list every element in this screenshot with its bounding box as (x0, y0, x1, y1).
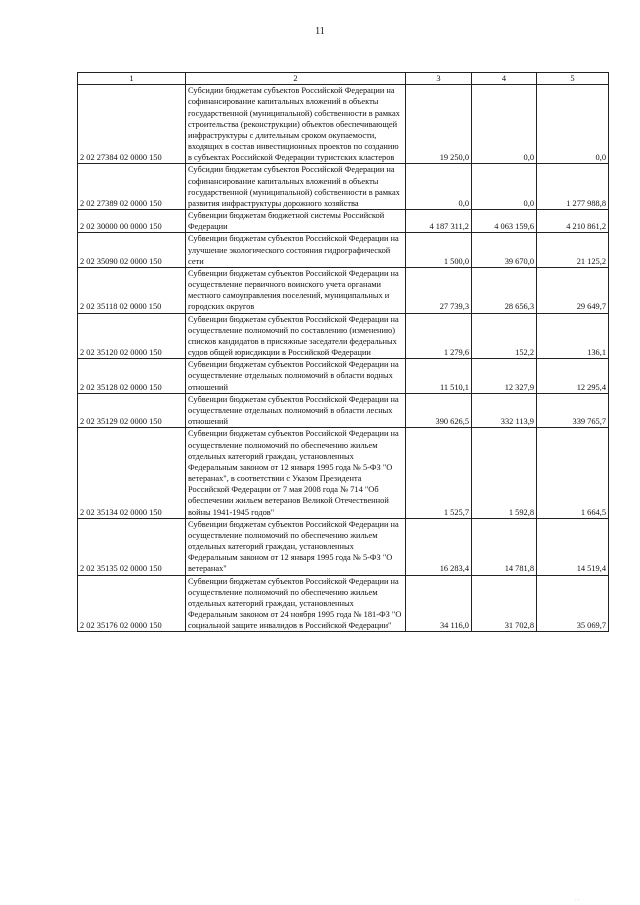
amount-col3-cell: 11 510,1 (406, 359, 472, 394)
description-cell: Субвенции бюджетам субъектов Российской Федерации на улучшение экологического состояния гидрографической сети (186, 233, 406, 268)
table-row (78, 393, 609, 428)
budget-code-cell: 2 02 35176 02 0000 150 (78, 575, 186, 632)
amount-col4-cell: 0,0 (472, 164, 537, 210)
amount-col4-cell: 1 592,8 (472, 428, 537, 518)
description-cell: Субсидии бюджетам субъектов Российской Федерации на софинансирование капитальных вложений в объекты государственной (муниципальной) собственности в рамках строительства (реконструкции) объектов обеспечивающей инфраструктуры с длительным сроком окупаемости, входящих в состав инвестиционных проектов по созданию в субъектах Российской Федерации туристских кластеров (186, 85, 406, 164)
table-row (78, 313, 609, 359)
column-header: 1 (78, 73, 186, 85)
amount-col4-cell: 0,0 (472, 85, 537, 164)
amount-col3-cell: 1 525,7 (406, 428, 472, 518)
amount-col5-cell: 339 765,7 (537, 393, 609, 428)
column-header: 3 (406, 73, 472, 85)
budget-code-cell: 2 02 35120 02 0000 150 (78, 313, 186, 359)
description-cell: Субвенции бюджетам субъектов Российской Федерации на осуществление отдельных полномочий в области водных отношений (186, 359, 406, 394)
description-cell: Субвенции бюджетам субъектов Российской Федерации на осуществление полномочий по обеспечению жильем отдельных категорий граждан, установленных Федеральным законом от 12 января 1995 года № 5-ФЗ "О ветеранах" (186, 518, 406, 575)
table-row (78, 428, 609, 518)
amount-col5-cell: 14 519,4 (537, 518, 609, 575)
amount-col5-cell: 21 125,2 (537, 233, 609, 268)
budget-code-cell: 2 02 35090 02 0000 150 (78, 233, 186, 268)
amount-col5-cell: 1 664,5 (537, 428, 609, 518)
amount-col3-cell: 34 116,0 (406, 575, 472, 632)
table-row (78, 210, 609, 233)
amount-col3-cell: 0,0 (406, 164, 472, 210)
budget-code-cell: 2 02 30000 00 0000 150 (78, 210, 186, 233)
description-cell: Субвенции бюджетам субъектов Российской Федерации на осуществление полномочий по составлению (изменению) списков кандидатов в присяжные заседатели федеральных судов общей юрисдикции в Российской Федерации (186, 313, 406, 359)
column-header: 5 (537, 73, 609, 85)
amount-col5-cell: 136,1 (537, 313, 609, 359)
description-cell: Субвенции бюджетам субъектов Российской Федерации на осуществление отдельных полномочий в области лесных отношений (186, 393, 406, 428)
amount-col4-cell: 152,2 (472, 313, 537, 359)
description-cell: Субвенции бюджетам субъектов Российской Федерации на осуществление первичного воинского учета органами местного самоуправления поселений, муниципальных и городских округов (186, 267, 406, 313)
budget-code-cell: 2 02 35129 02 0000 150 (78, 393, 186, 428)
budget-revenue-table (77, 72, 609, 632)
amount-col5-cell: 12 295,4 (537, 359, 609, 394)
amount-col5-cell: 29 649,7 (537, 267, 609, 313)
table-row (78, 359, 609, 394)
amount-col3-cell: 19 250,0 (406, 85, 472, 164)
amount-col5-cell: 35 069,7 (537, 575, 609, 632)
table-row (78, 85, 609, 164)
page-number: 11 (315, 26, 325, 37)
column-header: 2 (186, 73, 406, 85)
amount-col4-cell: 4 063 159,6 (472, 210, 537, 233)
table-row (78, 267, 609, 313)
budget-code-cell: 2 02 35118 02 0000 150 (78, 267, 186, 313)
table-row (78, 575, 609, 632)
table-row (78, 233, 609, 268)
amount-col4-cell: 332 113,9 (472, 393, 537, 428)
amount-col3-cell: 1 279,6 (406, 313, 472, 359)
description-cell: Субвенции бюджетам субъектов Российской Федерации на осуществление полномочий по обеспечению жильем отдельных категорий граждан, установленных Федеральным законом от 24 ноября 1995 года № 181-ФЗ "О социальной защите инвалидов в Российской Федерации" (186, 575, 406, 632)
column-header: 4 (472, 73, 537, 85)
description-cell: Субвенции бюджетам субъектов Российской Федерации на осуществление полномочий по обеспечению жильем отдельных категорий граждан, установленных Федеральным законом от 12 января 1995 года № 5-ФЗ "О ветеранах", в соответствии с Указом Президента Российской Федерации от 7 мая 2008 года № 714 "Об обеспечении жильем ветеранов Великой Отечественной войны 1941-1945 годов" (186, 428, 406, 518)
amount-col5-cell: 4 210 861,2 (537, 210, 609, 233)
amount-col4-cell: 12 327,9 (472, 359, 537, 394)
budget-code-cell: 2 02 27384 02 0000 150 (78, 85, 186, 164)
table-header-row (78, 73, 609, 85)
description-cell: Субсидии бюджетам субъектов Российской Федерации на софинансирование капитальных вложений в объекты государственной (муниципальной) собственности в рамках развития инфраструктуры дорожного хозяйства (186, 164, 406, 210)
table-row (78, 518, 609, 575)
description-cell: Субвенции бюджетам бюджетной системы Российской Федерации (186, 210, 406, 233)
amount-col4-cell: 31 702,8 (472, 575, 537, 632)
amount-col4-cell: 39 670,0 (472, 233, 537, 268)
amount-col5-cell: 1 277 988,8 (537, 164, 609, 210)
amount-col3-cell: 1 500,0 (406, 233, 472, 268)
amount-col3-cell: 390 626,5 (406, 393, 472, 428)
amount-col3-cell: 4 187 311,2 (406, 210, 472, 233)
budget-code-cell: 2 02 35128 02 0000 150 (78, 359, 186, 394)
budget-code-cell: 2 02 35135 02 0000 150 (78, 518, 186, 575)
table-row (78, 164, 609, 210)
scan-mark: · · (575, 898, 580, 903)
amount-col4-cell: 28 656,3 (472, 267, 537, 313)
amount-col3-cell: 16 283,4 (406, 518, 472, 575)
amount-col3-cell: 27 739,3 (406, 267, 472, 313)
budget-code-cell: 2 02 27389 02 0000 150 (78, 164, 186, 210)
amount-col5-cell: 0,0 (537, 85, 609, 164)
budget-code-cell: 2 02 35134 02 0000 150 (78, 428, 186, 518)
amount-col4-cell: 14 781,8 (472, 518, 537, 575)
